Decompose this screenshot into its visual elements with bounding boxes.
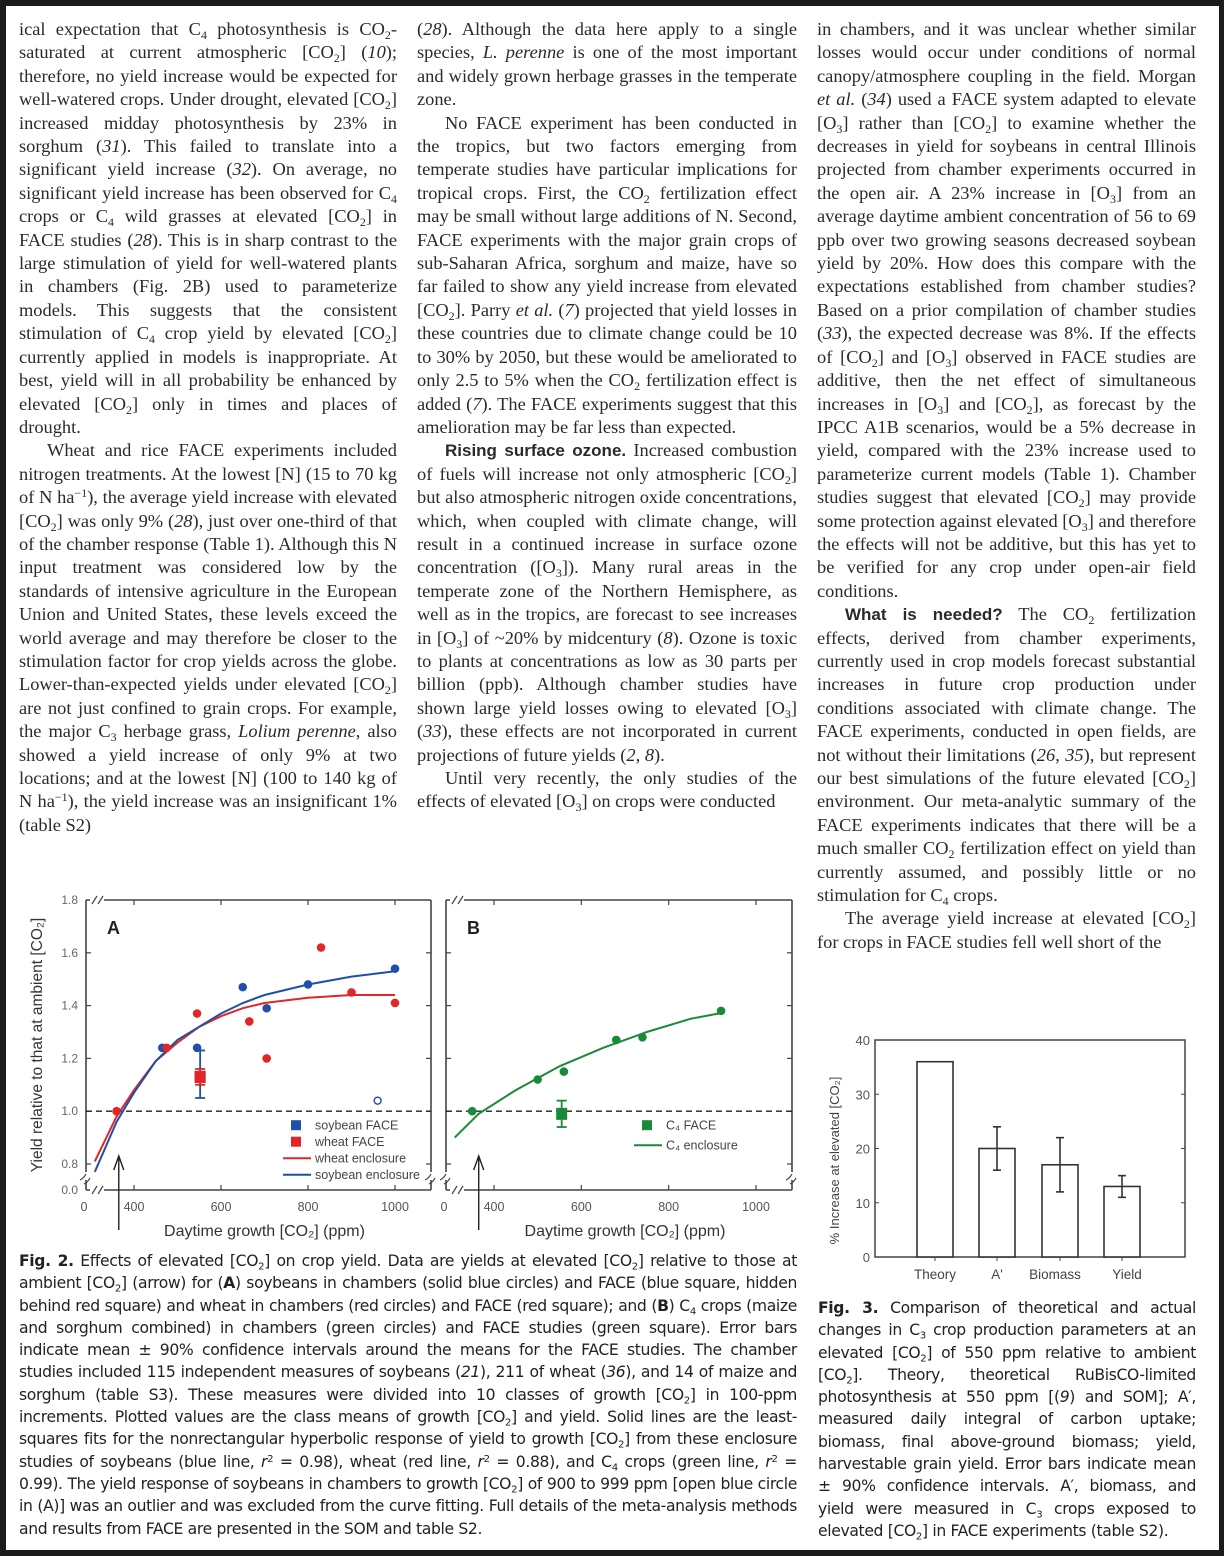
data-point-green xyxy=(533,1075,542,1084)
data-point-red xyxy=(317,943,326,952)
y-tick-label: 30 xyxy=(855,1087,870,1103)
fig2-panel-a xyxy=(29,893,438,1240)
legend-label: C₄ enclosure xyxy=(666,1138,738,1153)
data-point-red xyxy=(112,1107,121,1116)
x-tick-label: 600 xyxy=(570,1200,592,1214)
data-point-blue xyxy=(262,1004,271,1013)
figure-2 xyxy=(6,880,806,1242)
legend-label: soybean enclosure xyxy=(315,1168,420,1183)
data-point-green xyxy=(560,1067,569,1076)
data-point-red xyxy=(262,1054,271,1063)
outlier-point xyxy=(374,1097,381,1104)
legend-swatch-square xyxy=(642,1120,652,1130)
paragraph: ical expectation that $C_4$ photosynthesis is $CO_2$-saturated at current atmospheric $[CO_2]$ (10); therefore, no yield increase would be expected for well-watered crops. Under drought, elevated $[CO_2]$ increased midday photosynthesis by 23% in sorghum (31). This failed to translate into a significant yield increase (32). On average, no significant yield increase has been observed for $C_4$ crops or $C_4$ wild grasses at elevated $[CO_2]$ in FACE studies (28). This is in sharp contrast to the large stimulation of yield for well-watered plants in chambers (Fig. 2B) used to parameterize models. This suggests that the consistent stimulation of $C_4$ crop yield by elevated $[CO_2]$ currently applied in models is inappropriate. At best, yield will in all probability be enhanced by elevated $[CO_2]$ only in times and places of drought. xyxy=(19,19,398,437)
y-tick-label: 1.2 xyxy=(61,1051,78,1066)
x-tick-label: 800 xyxy=(297,1200,319,1214)
figure-2-caption: Fig. 2. Effects of elevated $[CO_2]$ on crop yield. Data are yields at elevated $[CO_2]$ relative to those at ambient $[CO_2]$ (arrow) for (A) soybeans in chambers (solid blue circles) and FACE (blue square, hidden behind red square) and wheat in chambers (red circles) and FACE (red square); and (B) $C_4$ crops (maize and sorghum combined) in chambers (green circles) and FACE studies (green square). Error bars indicate mean ± 90% confidence intervals around the means for the FACE studies. The chamber studies included 115 independent measures of soybeans (21), 211 of wheat (36), and 14 of maize and sorghum (table S3). These measures were divided into 10 classes of growth $[CO_2]$ in 100-ppm increments. Plotted values are the class means of growth $[CO_2]$ and yield. Solid lines are the least-squares fits for the nonrectangular hyperbolic response of yield to growth $[CO_2]$ from these enclosure studies of soybeans (blue line, $r^2 = 0.98$), wheat (red line, $r^2 = 0.88$), and $C_4$ crops (green line, $r^2 = 0.99$). The yield response of soybeans in chambers to growth $[CO_2]$ of 900 to 999 ppm [open blue circle in (A)] was an outlier and was excluded from the curve fitting. Full details of the meta-analysis methods and results from FACE are presented in the SOM and table S2. xyxy=(19,1252,798,1538)
section-heading: What is needed? xyxy=(845,605,1003,625)
x-tick-label: 400 xyxy=(123,1200,145,1214)
x-axis-label: Daytime growth [CO₂] (ppm) xyxy=(164,1223,365,1240)
figure-3 xyxy=(812,1024,1212,1284)
text-column-3 xyxy=(817,18,1196,954)
text-column-2 xyxy=(417,18,797,814)
y-tick-label: 1.4 xyxy=(61,998,78,1013)
paragraph: (28). Although the data here apply to a single species, L. perenne is one of the most important and widely grown herbage grasses in the temperate zone. xyxy=(417,19,798,110)
y-axis-label: Yield relative to that at ambient [CO₂] xyxy=(29,917,46,1173)
caption-label: Fig. 3. xyxy=(818,1299,879,1317)
data-point-red xyxy=(347,988,356,997)
face-square-red xyxy=(195,1071,206,1083)
paragraph: No FACE experiment has been conducted in the tropics, but two factors emerging from temperate studies have particular implications for tropical crops. First, the $CO_2$ fertilization effect may be small without large additions of N. Second, FACE experiments with the major grain crops of sub-Saharan Africa, sorghum and maize, have so far failed to show any yield increase from elevated $[CO_2]$. Parry et al. (7) projected that yield losses in these countries due to climate change could be 10 to 30% by 2050, but these would be ameliorated to only 2.5 to 5% when the $CO_2$ fertilization effect is added (7). The FACE experiments suggest that this amelioration may be far less than expected. xyxy=(417,112,797,437)
data-point-green xyxy=(612,1036,621,1045)
section-heading: Rising surface ozone. xyxy=(445,441,627,461)
x-tick-label: 800 xyxy=(658,1200,680,1214)
y-axis-label: % Increase at elevated [CO₂] xyxy=(827,1076,842,1245)
data-point-green xyxy=(717,1007,726,1016)
panel-label: B xyxy=(467,918,480,938)
x-tick-label: 600 xyxy=(210,1200,232,1214)
legend-label: wheat FACE xyxy=(315,1135,385,1150)
data-point-green xyxy=(468,1107,477,1116)
y-tick-label: 1.6 xyxy=(61,945,78,960)
paragraph: in chambers, and it was unclear whether similar losses would occur under conditions of normal canopy/atmosphere coupling in the field. Morgan et al. (34) used a FACE system adapted to elevate $[O_3]$ rather than $[CO_2]$ to examine whether the decreases in yield for soybeans in central Illinois projected from chamber experiments occurred in the open air. A 23% increase in $[O_3]$ from an average daytime ambient concentration of 56 to 69 ppb over two growing seasons decreased soybean yield by 20%. How does this compare with the expectations established from chamber studies? Based on a prior compilation of chamber studies (33), the expected decrease was 8%. If the effects of $[CO_2]$ and $[O_3]$ observed in FACE studies are additive, then the net effect of simultaneous increases in $[O_3]$ and $[CO_2]$, as forecast by the IPCC A1B scenarios, would be a 5% decrease in yield, compared with the 23% increase used to parameterize current models (Table 1). Chamber studies suggest that elevated $[CO_2]$ may provide some protection against elevated $[O_3]$ and therefore the effects will not be additive, but this has yet to be verified for any crop under open-air field conditions. xyxy=(817,19,1197,601)
y-tick-label: 1.0 xyxy=(61,1104,78,1119)
y-tick-label: 1.8 xyxy=(61,893,78,907)
legend-swatch-square xyxy=(291,1137,301,1147)
x-tick-label: 1000 xyxy=(742,1200,770,1214)
data-point-red xyxy=(193,1009,202,1018)
legend-label: wheat enclosure xyxy=(315,1151,407,1166)
x-tick-label: 0 xyxy=(440,1200,448,1214)
fig2-panel-b xyxy=(439,896,799,1240)
paragraph: Until very recently, the only studies of the effects of elevated $[O_3]$ on crops were conducted xyxy=(417,768,797,815)
data-point-red xyxy=(391,999,400,1008)
legend-swatch-square xyxy=(291,1120,301,1130)
x-axis-label: Daytime growth [CO₂] (ppm) xyxy=(524,1223,726,1240)
y-tick-label: 40 xyxy=(855,1033,870,1048)
panel-label: A xyxy=(107,918,120,938)
paragraph: Wheat and rice FACE experiments included nitrogen treatments. At the lowest [N] (15 to 70 kg of N $ha^{-1}$), the average yield increase with elevated $[CO_2]$ was only 9% (28), just over one-third of that of the chamber response (Table 1). Although this N input treatment was considered low by the standards of intensive agriculture in the European Union and United States, these levels exceed the world average and may therefore be closer to the stimulation factor for crop yields across the globe. Lower-than-expected yields under elevated $[CO_2]$ are not just confined to grain crops. For example, the major $C_3$ herbage grass, Lolium perenne, also showed a yield increase of only 9% at two locations; and at the lowest [N] (100 to 140 kg of N $ha^{-1}$), the yield increase was an insignificant 1% (table S2) xyxy=(19,440,398,835)
legend-label: soybean FACE xyxy=(315,1118,399,1133)
paragraph: Rising surface ozone. Increased combustion of fuels will increase not only atmospheric $[CO_2]$ but also atmospheric nitrogen oxide concentrations, which, when coupled with climate change, will result in a continued increase in surface ozone concentration $([O_3])$. Many rural areas in the temperate zone of the Northern Hemisphere, as well as in the tropics, are forecast to see increases in $[O_3]$ of ~20% by midcentury (8). Ozone is toxic to plants at concentrations as low as 30 parts per billion (ppb). Although chamber studies have shown large yield losses owing to elevated $[O_3]$ (33), these effects are not incorporated in current projections of future yields (2, 8). xyxy=(417,440,798,765)
data-point-blue xyxy=(304,980,313,989)
y-tick-label: 0.0 xyxy=(61,1183,78,1197)
caption-label: Fig. 2. xyxy=(19,1252,74,1270)
paragraph: What is needed? The $CO_2$ fertilization effects, derived from chamber experiments, currently used in crop models forecast substantial increases in future crop production under conditions associated with climate change. The FACE experiments, conducted in open fields, are not without their limitations (26, 35), but represent our best simulations of the future elevated $[CO_2]$ environment. Our meta-analytic summary of the FACE experiments indicates that there will be a much smaller $CO_2$ fertilization effect on yield than currently assumed, and possibly little or no stimulation for $C_4$ crops. xyxy=(817,604,1196,909)
figure-3-caption: Fig. 3. Comparison of theoretical and actual changes in $C_3$ crop production parameters at an elevated $[CO_2]$ of 550 ppm relative to ambient $[CO_2]$. Theory, theoretical RuBisCO-limited photosynthesis at 550 ppm [(9) and SOM]; A′, measured daily integral of carbon uptake; biomass, final above-ground biomass; yield, harvestable grain yield. Error bars indicate mean ± 90% confidence intervals. A′, biomass, and yield were measured in $C_3$ crops exposed to elevated $[CO_2]$ in FACE experiments (table S2). xyxy=(818,1299,1197,1543)
x-tick-label: 0 xyxy=(80,1200,88,1214)
x-tick-label: 1000 xyxy=(381,1200,409,1214)
data-point-red xyxy=(162,1044,171,1053)
x-tick-label: Yield xyxy=(1112,1267,1142,1282)
legend-label: C₄ FACE xyxy=(666,1118,717,1133)
y-tick-label: 10 xyxy=(855,1195,870,1211)
x-tick-label: A' xyxy=(991,1267,1003,1282)
y-tick-label: 20 xyxy=(855,1141,870,1157)
data-point-green xyxy=(638,1033,647,1042)
y-tick-label: 0.8 xyxy=(61,1157,78,1171)
paper-page xyxy=(6,6,1219,1550)
x-tick-label: Biomass xyxy=(1029,1267,1081,1282)
face-square-green xyxy=(556,1108,567,1120)
x-tick-label: 400 xyxy=(483,1200,505,1214)
x-tick-label: Theory xyxy=(913,1267,957,1282)
data-point-blue xyxy=(238,983,247,992)
paragraph: The average yield increase at elevated $[CO_2]$ for crops in FACE studies fell well short of the xyxy=(817,908,1196,952)
bar xyxy=(917,1062,953,1257)
data-point-blue xyxy=(391,964,400,973)
data-point-red xyxy=(245,1017,254,1026)
text-column-1 xyxy=(19,18,397,837)
y-tick-label: 0 xyxy=(862,1250,870,1265)
